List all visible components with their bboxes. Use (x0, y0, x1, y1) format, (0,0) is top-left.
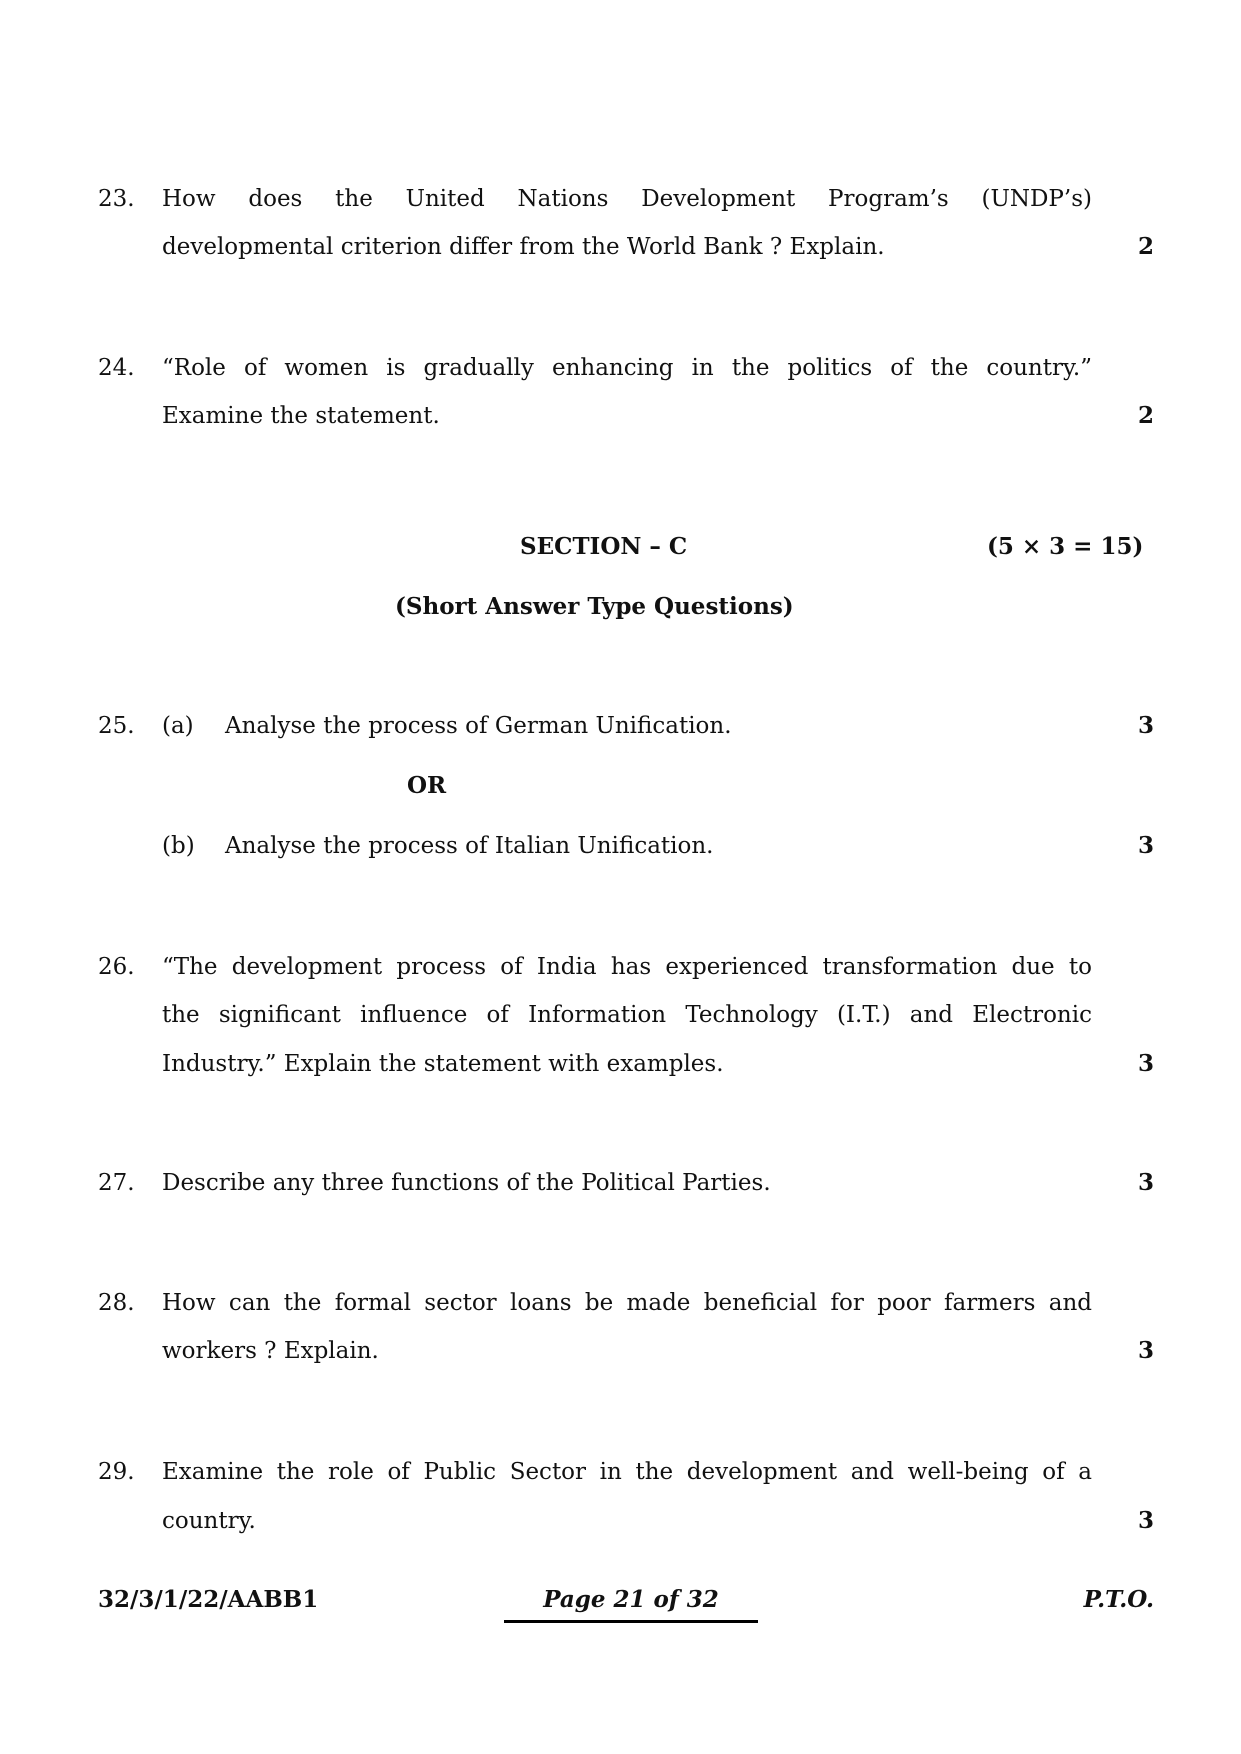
question-number: 24. (98, 355, 135, 381)
question-text: How can the formal sector loans be made beneficial for poor farmers and (162, 1290, 1092, 1316)
marks: 3 (1137, 832, 1154, 859)
section-title: SECTION – C (520, 533, 688, 560)
page-number-underline (504, 1620, 758, 1623)
question-number: 29. (98, 1459, 135, 1485)
marks: 2 (1137, 402, 1154, 429)
question-text: developmental criterion differ from the World Bank ? Explain. (162, 234, 885, 260)
question-text: “Role of women is gradually enhancing in the politics of the country.” (162, 355, 1092, 381)
question-text: “The development process of India has experienced transformation due to (162, 954, 1092, 980)
pto-label: P.T.O. (1083, 1586, 1154, 1613)
page-number: Page 21 of 32 (543, 1586, 719, 1613)
marks: 3 (1137, 712, 1154, 739)
question-text: Describe any three functions of the Political Parties. (162, 1170, 771, 1196)
section-subtitle: (Short Answer Type Questions) (395, 593, 794, 620)
question-number: 25. (98, 713, 135, 739)
question-text: Analyse the process of Italian Unification. (225, 833, 714, 859)
marks: 3 (1137, 1169, 1154, 1196)
paper-code: 32/3/1/22/AABB1 (98, 1586, 319, 1613)
question-text: Analyse the process of German Unification. (225, 713, 732, 739)
or-label: OR (407, 772, 447, 799)
question-text: Examine the role of Public Sector in the development and well-being of a (162, 1459, 1092, 1485)
question-text: Examine the statement. (162, 403, 440, 429)
question-number: 28. (98, 1290, 135, 1316)
question-text: How does the United Nations Development Program’s (UNDP’s) (162, 186, 1092, 212)
marks: 3 (1137, 1337, 1154, 1364)
marks: 2 (1137, 233, 1154, 260)
option-label: (a) (162, 713, 194, 739)
question-text: workers ? Explain. (162, 1338, 379, 1364)
section-marks: (5 × 3 = 15) (987, 533, 1144, 560)
question-text: the significant influence of Information Technology (I.T.) and Electronic (162, 1002, 1092, 1028)
question-text: country. (162, 1508, 256, 1534)
marks: 3 (1137, 1507, 1154, 1534)
option-label: (b) (162, 833, 195, 859)
question-text: Industry.” Explain the statement with examples. (162, 1051, 724, 1077)
marks: 3 (1137, 1050, 1154, 1077)
question-number: 23. (98, 186, 135, 212)
question-number: 27. (98, 1170, 135, 1196)
question-number: 26. (98, 954, 135, 980)
